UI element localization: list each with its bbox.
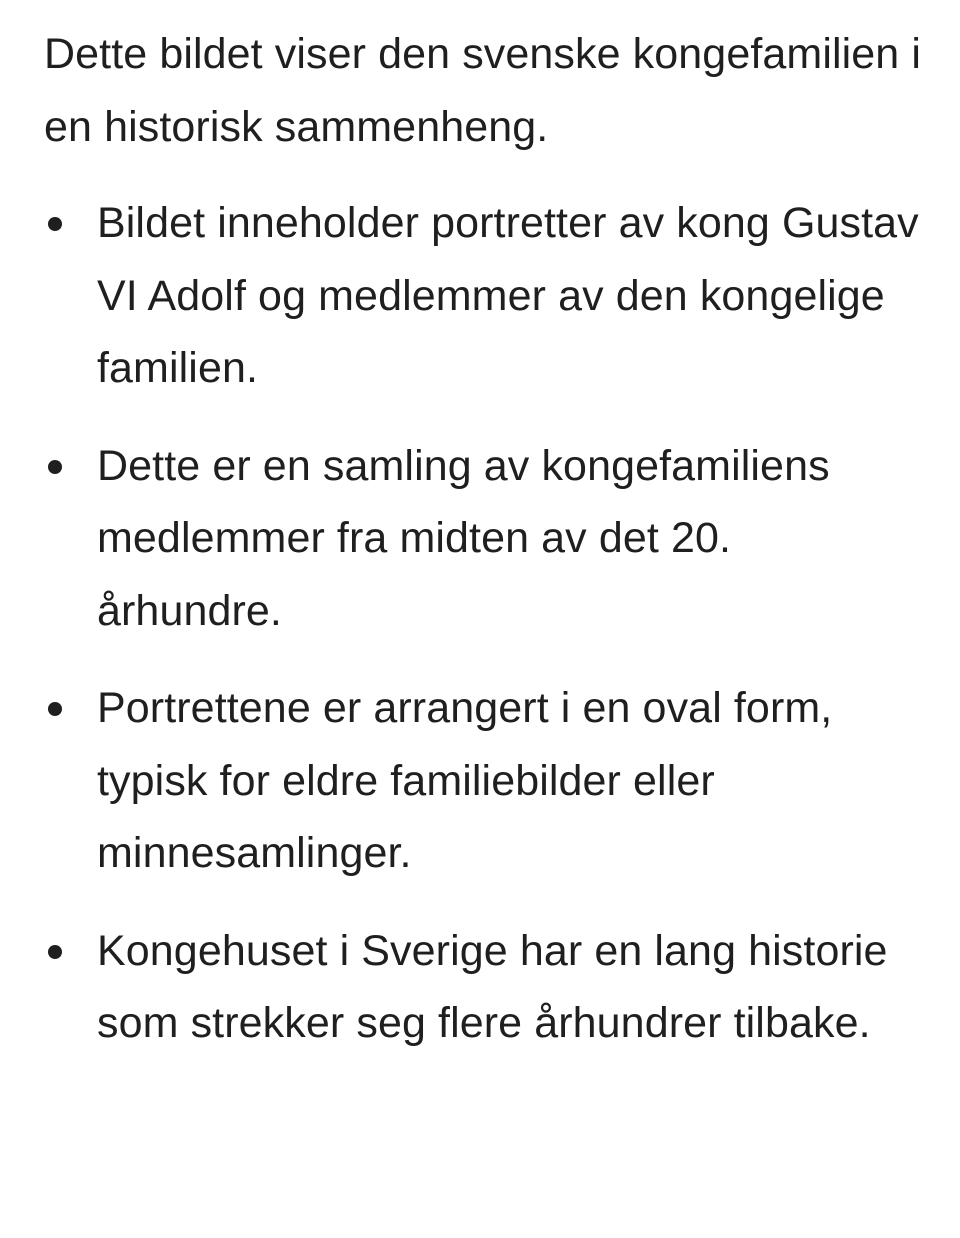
bullet-icon	[48, 945, 62, 959]
bullet-icon	[48, 217, 62, 231]
bullet-icon	[48, 460, 62, 474]
intro-paragraph: Dette bildet viser den svenske kongefamilien i en historisk sammenheng.	[44, 30, 922, 151]
response-content	[44, 18, 924, 1085]
bullet-text: Bildet inneholder portretter av kong Gustav VI Adolf og medlemmer av den kongelige familien.	[97, 199, 919, 392]
list-item	[44, 430, 924, 648]
list-item	[44, 187, 924, 405]
bullet-text: Kongehuset i Sverige har en lang historie som strekker seg flere århundrer tilbake.	[97, 926, 888, 1047]
bullet-text: Dette er en samling av kongefamiliens medlemmer fra midten av det 20. århundre.	[97, 441, 830, 635]
bullet-text: Portrettene er arrangert i en oval form, typisk for eldre familiebilder eller minnesamlinger.	[97, 684, 833, 877]
list-item	[44, 672, 924, 890]
bullet-list	[44, 187, 924, 1060]
list-item	[44, 915, 924, 1060]
bullet-icon	[48, 702, 62, 716]
